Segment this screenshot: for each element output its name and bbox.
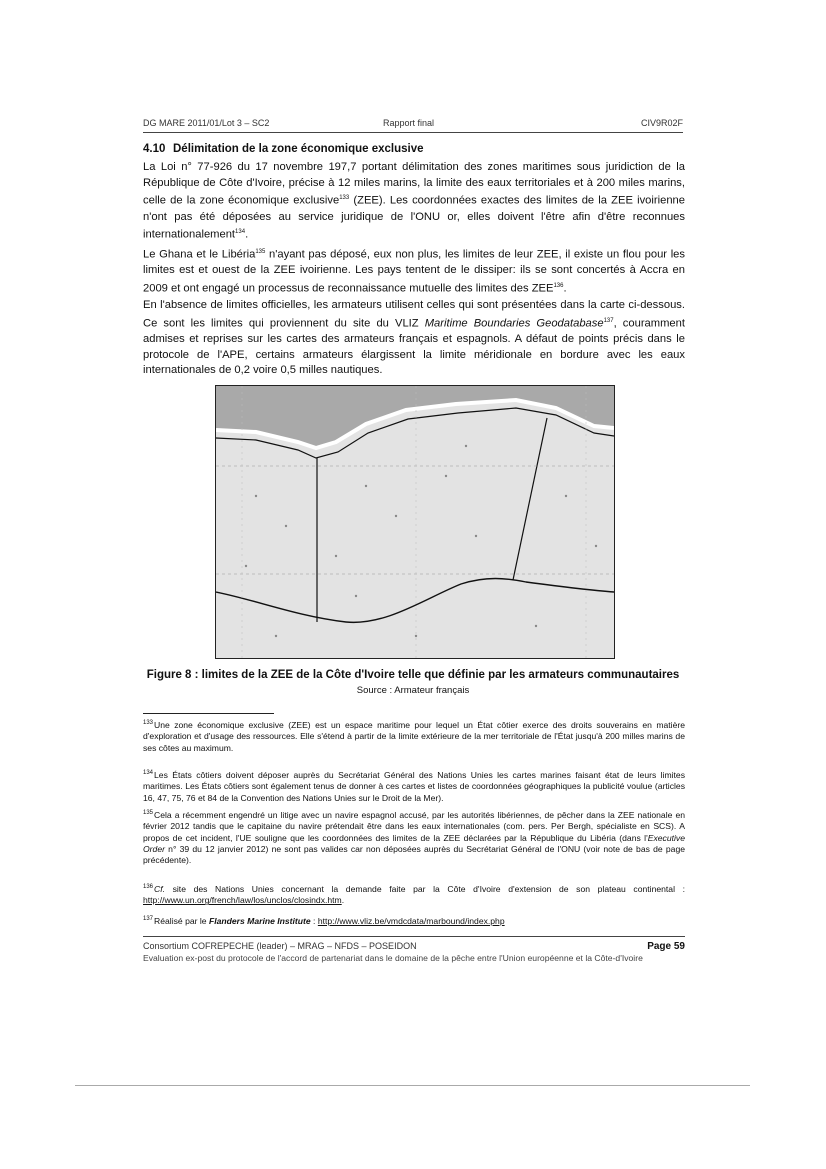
figure-source: Source : Armateur français (356, 685, 470, 696)
footnote-number: 136 (143, 884, 154, 890)
footnote-133 (143, 718, 685, 754)
footnote-italic: Flanders Marine Institute (208, 915, 311, 926)
footnote-number: 135 (143, 810, 154, 816)
p3-text-a: En l'absence de limites officielles, les armateurs utilisent celles qui sont présentées dans la carte ci-dessous. Ce sont les limites qui proviennent du site du VLIZ (143, 299, 685, 330)
footnote-text: Une zone économique exclusive (ZEE) est un espace maritime pour lequel un État côtier exerce des droits souverains en matière d'exploration et d'usage des ressources. Elle s'étend à partir de la limite extérieure de la mer territoriale de l'État jusqu'à 200 milles marins de ses côtes au maximum. (143, 719, 685, 753)
footnote-135 (143, 808, 685, 867)
p2-text-a: Le Ghana et le Libéria (143, 248, 256, 261)
page-footer (143, 936, 685, 963)
zee-map-image (215, 385, 615, 659)
page-header (143, 118, 683, 133)
footer-subtitle: Evaluation ex-post du protocole de l'accord de partenariat dans le domaine de la pêche entre l'Union européenne et la Côte-d'Ivoire (143, 953, 643, 963)
p1-text-a: La Loi n° 77-926 du 17 novembre 197,7 portant délimitation des zones maritimes sous juridiction de la République de Côte d'Ivoire, précise à 12 miles marins, la limite des eaux territoriales et à 200 miles marins, celle de la zone économique exclusive (143, 161, 685, 207)
section-number: 4.10 (143, 143, 166, 155)
footnote-ref-137[interactable]: 137 (603, 317, 614, 324)
header-center: Rapport final (383, 118, 435, 128)
footnote-text: Les États côtiers doivent déposer auprès du Secrétariat Général des Nations Unies les cartes marines faisant état de leurs limites maritimes. Les États côtiers sont également tenus de donner à ces cartes et listes de coordonnées géographiques la publicité voulue (articles 16, 47, 75, 76 et 84 de la Convention des Nations Unies sur le Droit de la Mer). (143, 769, 685, 803)
footnote-italic: Cf. (154, 883, 165, 894)
footnote-number: 134 (143, 770, 154, 776)
footnote-text: site des Nations Unies concernant la demande faite par la Côte d'Ivoire d'extension de son plateau continental : (165, 883, 685, 894)
footnote-text: : (310, 915, 318, 926)
page-number: Page 59 (647, 941, 685, 952)
footnote-ref-135[interactable]: 135 (255, 249, 266, 255)
p1-text-c: . (245, 228, 249, 241)
paragraph-3 (143, 298, 685, 379)
p1-text-b: (ZEE). Les coordonnées exactes des limites de la ZEE ivoirienne n'ont pas été déposées au service juridique de l'ONU or, elles doivent l'être afin d'être reconnues internationalement (143, 194, 685, 241)
un-closindx-link[interactable]: http://www.un.org/french/law/los/unclos/closindx.htm (143, 895, 342, 906)
footnote-136 (143, 882, 685, 907)
header-right: CIV9R02F (640, 118, 683, 128)
footnote-ref-133[interactable]: 133 (339, 195, 350, 202)
p2-text-b: n'ayant pas déposé, eux non plus, les limites de leur ZEE, il existe un flou pour les limites est et ouest de la ZEE ivoirienne. Les pays tentent de le dissiper: ils se sont concertés à Accra en 2009 et ont engagé un processus de reconnaissance mutuelle des limites des ZEE (143, 248, 685, 295)
footnote-ref-136[interactable]: 136 (553, 282, 564, 289)
figure-caption: Figure 8 : limites de la ZEE de la Côte d'Ivoire telle que définie par les armateurs communautaires (146, 669, 680, 681)
footnote-text: Cela a récemment engendré un litige avec un navire espagnol accusé, par les autorités libériennes, de pêcher dans la ZEE nationale en février 2012 tandis que le capitaine du navire prétendait être dans les eaux internationales (com. pers. Per Bergh, spécialiste en SCS). A propos de cet incident, l'UE souligne que les coordonnées des limites de la ZEE déclarées par la République du Libéria (dans l' (143, 809, 685, 843)
footnote-text: n° 39 du 12 janvier 2012) ne sont pas valides car non déposées auprès du Secrétariat Général de l'ONU (voir note de bas de page précédente). (143, 844, 685, 866)
paragraph-2 (143, 245, 685, 297)
footnote-number: 133 (143, 720, 154, 726)
footer-consortium: Consortium COFREPECHE (leader) – MRAG – NFDS – POSEIDON (143, 941, 417, 951)
p2-text-c: . (563, 282, 567, 295)
section-title: Délimitation de la zone économique exclusive (173, 143, 424, 155)
bottom-divider (75, 1085, 750, 1086)
footnote-ref-134[interactable]: 134 (235, 229, 246, 236)
footnote-italic: Executive Order (143, 832, 685, 855)
header-left: DG MARE 2011/01/Lot 3 – SC2 (143, 118, 270, 128)
paragraph-1 (143, 160, 685, 243)
footnote-number: 137 (143, 916, 154, 922)
section-heading (143, 143, 424, 155)
vliz-marbound-link[interactable]: http://www.vliz.be/vmdcdata/marbound/index.php (317, 915, 505, 926)
footnote-text: Réalisé par le (154, 915, 209, 926)
footnote-separator (143, 713, 274, 714)
p3-italic-title: Maritime Boundaries Geodatabase (424, 317, 604, 330)
footnote-134 (143, 768, 685, 804)
p3-text-b: , couramment admises et reprises sur les cartes des armateurs français et espagnols. A défaut de points précis dans le protocole de l'APE, certains armateurs élargissent la limite méridionale en bordure avec les eaux internationales de 0,2 voire 0,5 milles nautiques. (143, 317, 685, 377)
footnote-text: . (341, 895, 345, 906)
footnote-137 (143, 914, 685, 927)
